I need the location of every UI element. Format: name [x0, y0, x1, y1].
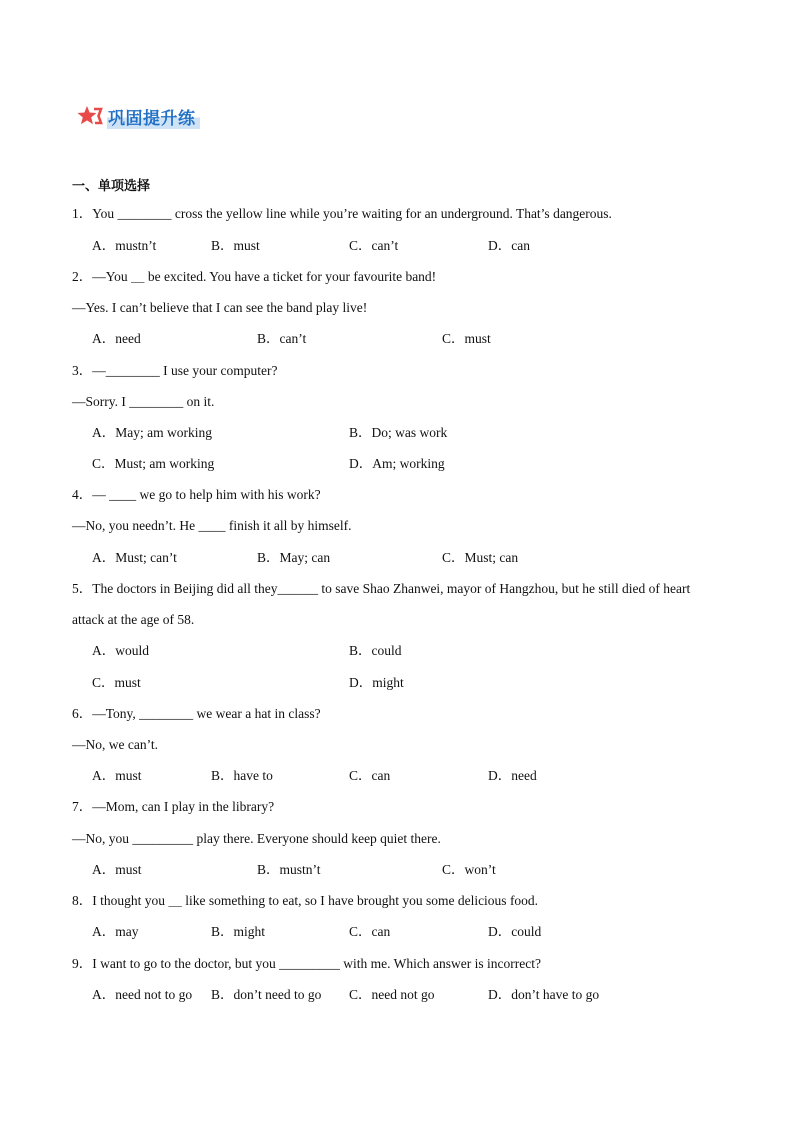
question-3-option-c[interactable]: C．Must; am working: [92, 456, 215, 471]
question-8-option-a[interactable]: A．may: [92, 924, 139, 939]
question-1-option-c[interactable]: C．can’t: [349, 238, 399, 253]
question-6-option-c[interactable]: C．can: [349, 768, 391, 783]
question-6-option-d[interactable]: D．need: [488, 768, 537, 783]
question-2-option-a[interactable]: A．need: [92, 331, 141, 346]
question-8-option-b[interactable]: B．might: [211, 924, 266, 939]
question-5-stem-continued: attack at the age of 58.: [72, 612, 195, 627]
question-7-stem: 7．—Mom, can I play in the library?: [72, 799, 275, 814]
question-5-option-d[interactable]: D．might: [349, 675, 404, 690]
question-5-stem: 5．The doctors in Beijing did all they______ to save Shao Zhanwei, mayor of Hangzhou, but he still died of heart: [72, 581, 691, 596]
question-9-option-a[interactable]: A．need not to go: [92, 987, 193, 1002]
question-7-option-c[interactable]: C．won’t: [442, 862, 496, 877]
section-title: 一、单项选择: [72, 179, 151, 194]
question-2-option-c[interactable]: C．must: [442, 331, 491, 346]
question-1-stem: 1．You ________ cross the yellow line while you’re waiting for an underground. That’s dangerous.: [72, 206, 612, 221]
header-title: 巩固提升练: [107, 104, 200, 129]
question-2-stem: 2．—You ＿ be excited. You have a ticket for your favourite band!: [72, 269, 437, 284]
question-5-option-c[interactable]: C．must: [92, 675, 141, 690]
question-3-stem: 3．—________ I use your computer?: [72, 363, 278, 378]
question-1-option-a[interactable]: A．mustn’t: [92, 238, 157, 253]
question-6-stem: 6．—Tony, ________ we wear a hat in class?: [72, 706, 321, 721]
question-4-option-c[interactable]: C．Must; can: [442, 550, 519, 565]
question-6-option-a[interactable]: A．must: [92, 768, 142, 783]
question-1-option-b[interactable]: B．must: [211, 238, 260, 253]
question-8-option-c[interactable]: C．can: [349, 924, 391, 939]
question-8-option-d[interactable]: D．could: [488, 924, 542, 939]
question-4-option-b[interactable]: B．May; can: [257, 550, 331, 565]
question-5-option-b[interactable]: B．could: [349, 643, 402, 658]
star-ribbon-icon: [77, 105, 103, 127]
question-7-option-a[interactable]: A．must: [92, 862, 142, 877]
question-6-reply: —No, we can’t.: [72, 737, 158, 752]
question-2-option-b[interactable]: B．can’t: [257, 331, 307, 346]
question-4-stem: 4．— ____ we go to help him with his work?: [72, 487, 321, 502]
section-header: [77, 104, 200, 128]
question-6-option-b[interactable]: B．have to: [211, 768, 273, 783]
question-7-reply: —No, you _________ play there. Everyone should keep quiet there.: [72, 831, 441, 846]
question-7-option-b[interactable]: B．mustn’t: [257, 862, 321, 877]
question-2-reply: —Yes. I can’t believe that I can see the band play live!: [72, 300, 368, 315]
question-3-option-a[interactable]: A．May; am working: [92, 425, 212, 440]
question-1-option-d[interactable]: D．can: [488, 238, 530, 253]
question-8-stem: 8．I thought you ＿ like something to eat, so I have brought you some delicious food.: [72, 893, 539, 908]
question-3-option-b[interactable]: B．Do; was work: [349, 425, 448, 440]
question-9-option-c[interactable]: C．need not go: [349, 987, 435, 1002]
question-9-option-b[interactable]: B．don’t need to go: [211, 987, 322, 1002]
question-5-option-a[interactable]: A．would: [92, 643, 149, 658]
question-4-option-a[interactable]: A．Must; can’t: [92, 550, 177, 565]
question-4-reply: —No, you needn’t. He ____ finish it all by himself.: [72, 518, 352, 533]
question-3-reply: —Sorry. I ________ on it.: [72, 394, 215, 409]
question-3-option-d[interactable]: D．Am; working: [349, 456, 445, 471]
question-9-option-d[interactable]: D．don’t have to go: [488, 987, 600, 1002]
question-9-stem: 9．I want to go to the doctor, but you _________ with me. Which answer is incorrect?: [72, 956, 541, 971]
